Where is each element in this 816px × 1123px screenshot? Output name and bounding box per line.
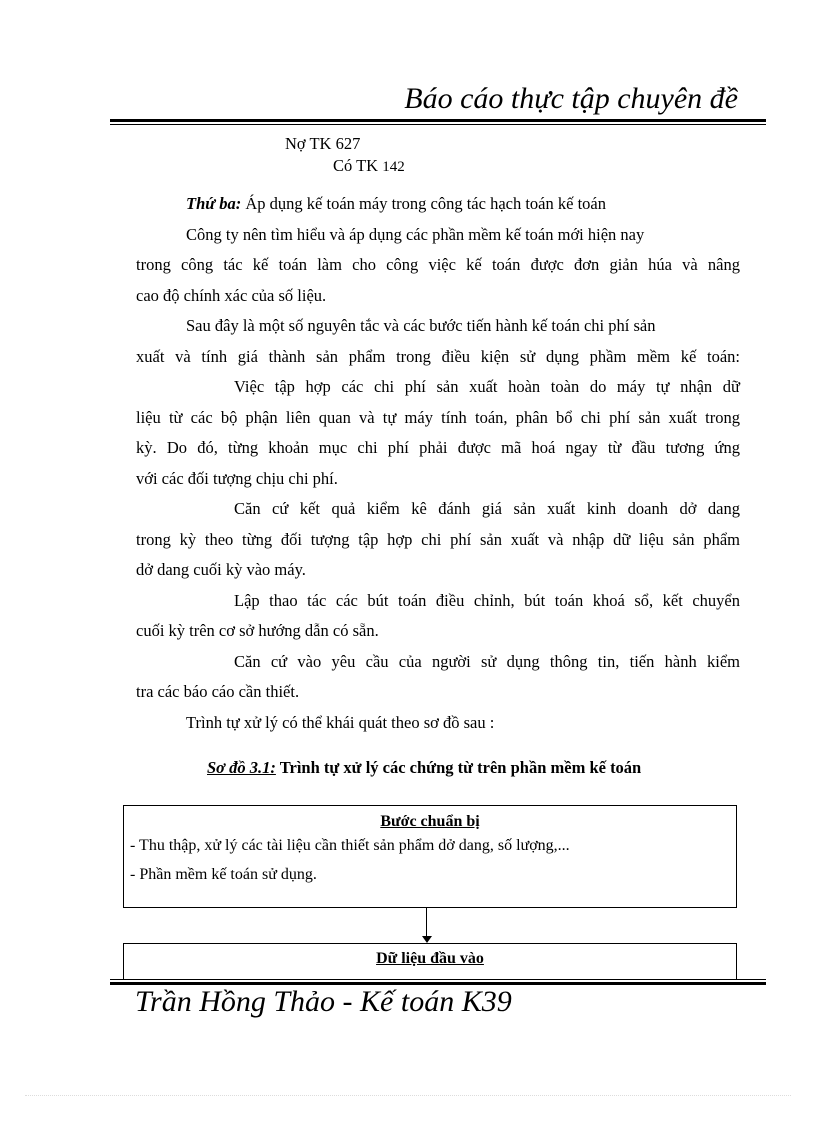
header-title: Báo cáo thực tập chuyên đề	[404, 82, 738, 115]
header-rule-thin	[110, 124, 766, 125]
paragraph6-line: Căn cứ vào yêu cầu của người sử dụng thông tin, tiến hành kiểm	[234, 651, 740, 671]
paragraph4-line: Căn cứ kết quả kiểm kê đánh giá sản xuất kinh doanh dở dang	[234, 499, 740, 518]
diagram-caption-label: Sơ đồ 3.1:	[207, 758, 276, 777]
arrow-down-icon	[422, 936, 432, 943]
paragraph3-line: với các đối tượng chịu chi phí.	[136, 468, 338, 488]
box-preparation-title: Bước chuẩn bị	[380, 813, 480, 830]
footer-rule-thin	[110, 979, 766, 980]
box-input-data-title: Dữ liệu đầu vào	[376, 950, 484, 967]
box-preparation-item: - Thu thập, xử lý các tài liệu cần thiết sản phẩm dở dang, số lượng,...	[130, 837, 570, 854]
paragraph3-line: liệu từ các bộ phận liên quan và tự máy tính toán, phân bổ chi phí sản xuất trong	[136, 407, 740, 427]
box-input-data	[123, 943, 737, 980]
entry-credit	[333, 156, 405, 176]
paragraph3-line: kỳ. Do đó, từng khoản mục chi phí phải được mã hoá ngay từ đầu tương ứng	[136, 438, 740, 457]
paragraph1-line: cao độ chính xác của số liệu.	[136, 285, 327, 305]
section-three-title: Áp dụng kế toán máy trong công tác hạch toán kế toán	[241, 194, 606, 213]
paragraph7-line: Trình tự xử lý có thể khái quát theo sơ đồ sau :	[186, 712, 495, 732]
entry-debit: Nợ TK 627	[285, 134, 361, 153]
paragraph4-line: dở dang cuối kỳ vào máy.	[136, 560, 306, 579]
arrow-shaft	[426, 908, 427, 938]
paragraph2-line: Sau đây là một số nguyên tắc và các bước tiến hành kế toán chi phí sản	[186, 316, 656, 335]
entry-credit-label: Có TK	[333, 156, 383, 175]
paragraph5-line: Lập thao tác các bút toán điều chỉnh, bút toán khoá sổ, kết chuyển	[234, 590, 740, 610]
paragraph1-line: trong công tác kế toán làm cho công việc kế toán được đơn giản húa và nâng	[136, 255, 740, 274]
paragraph6-line: tra các báo cáo cần thiết.	[136, 682, 300, 701]
section-three-heading	[136, 189, 740, 220]
box-preparation-item: - Phần mềm kế toán sử dụng.	[130, 866, 317, 883]
entry-credit-num: 142	[382, 159, 405, 175]
diagram-caption	[207, 758, 641, 778]
paragraph4-line: trong kỳ theo từng đối tượng tập hợp chi phí sản xuất và nhập dữ liệu sản phẩm	[136, 529, 740, 549]
paragraph3-line: Việc tập hợp các chi phí sản xuất hoàn toàn do máy tự nhận dữ	[234, 377, 740, 396]
page-bottom-dotted-line	[25, 1095, 791, 1096]
footer-text: Trần Hồng Thảo - Kế toán K39	[135, 985, 512, 1018]
section-three-label: Thứ ba:	[186, 194, 242, 213]
body-text	[136, 189, 740, 738]
paragraph5-line: cuối kỳ trên cơ sở hướng dẫn có sẵn.	[136, 621, 379, 640]
paragraph1-line: Công ty nên tìm hiểu và áp dụng các phần mềm kế toán mới hiện nay	[186, 224, 645, 244]
box-preparation	[123, 805, 737, 908]
diagram-caption-text: Trình tự xử lý các chứng từ trên phần mềm kế toán	[275, 758, 642, 777]
header-rule-thick	[110, 119, 766, 122]
paragraph2-line: xuất và tính giá thành sản phẩm trong điều kiện sử dụng phầm mềm kế toán:	[136, 346, 740, 366]
